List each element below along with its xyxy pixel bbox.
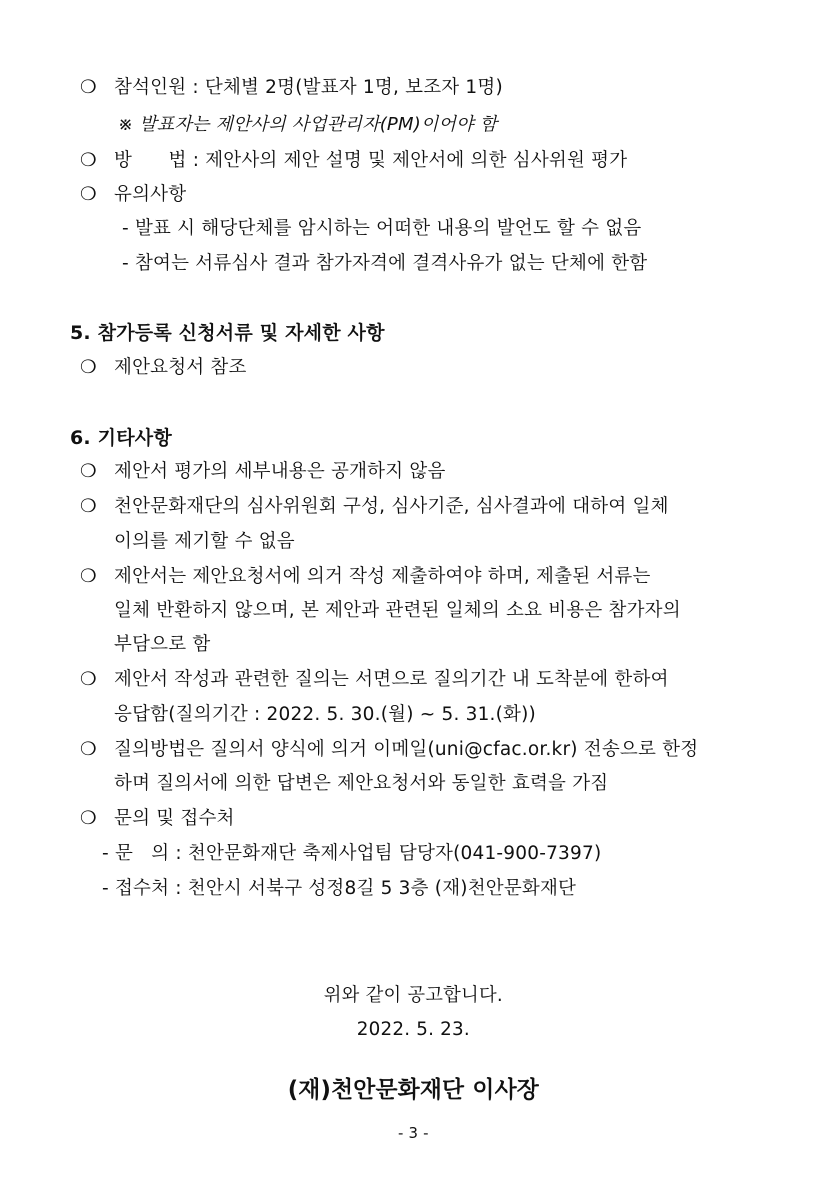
section-6-item-continuation: 일체 반환하지 않으며, 본 제안과 관련된 일체의 소요 비용은 참가자의 — [114, 600, 681, 621]
section-6-item-continuation: 응답함(질의기간 : 2022. 5. 30.(월) ~ 5. 31.(화)) — [114, 704, 536, 725]
circle-bullet-icon: ❍ — [80, 739, 97, 760]
section-6-item-text: 제안서는 제안요청서에 의거 작성 제출하여야 하며, 제출된 서류는 — [114, 566, 651, 587]
circle-bullet-icon: ❍ — [80, 669, 97, 690]
circle-bullet-icon: ❍ — [80, 808, 97, 829]
attendance-note: ※ 발표자는 제안사의 사업관리자(PM)이어야 함 — [118, 114, 498, 135]
section-6-heading: 6. 기타사항 — [70, 427, 172, 449]
section-6-item-text: 질의방법은 질의서 양식에 의거 이메일(uni@cfac.or.kr) 전송으로 한정 — [114, 739, 699, 760]
cautions-title-line — [80, 182, 186, 208]
circle-bullet-icon: ❍ — [80, 77, 97, 98]
section-6-item — [80, 667, 669, 693]
attendance-line — [80, 75, 503, 101]
caution-item: - 발표 시 해당단체를 암시하는 어떠한 내용의 발언도 할 수 없음 — [122, 218, 642, 239]
section-5-item-text: 제안요청서 참조 — [114, 357, 247, 378]
circle-bullet-icon: ❍ — [80, 496, 97, 517]
section-6-item-text: 천안문화재단의 심사위원회 구성, 심사기준, 심사결과에 대하여 일체 — [114, 496, 669, 517]
circle-bullet-icon: ❍ — [80, 357, 97, 378]
section-6-item-continuation: 이의를 제기할 수 없음 — [114, 531, 295, 552]
section-6-item-text: 문의 및 접수처 — [114, 808, 235, 829]
section-6-item-continuation: 하며 질의서에 의한 답변은 제안요청서와 동일한 효력을 가짐 — [114, 773, 609, 794]
section-5-heading: 5. 참가등록 신청서류 및 자세한 사항 — [70, 322, 385, 344]
section-6-item — [80, 494, 669, 520]
section-5-item — [80, 355, 247, 381]
announcement-date: 2022. 5. 23. — [356, 1019, 470, 1040]
section-6-item-continuation: 부담으로 함 — [114, 634, 211, 655]
caution-item: - 참여는 서류심사 결과 참가자격에 결격사유가 없는 단체에 한함 — [122, 253, 648, 274]
contact-inquiry: - 문 의 : 천안문화재단 축제사업팀 담당자(041-900-7397) — [102, 843, 602, 864]
circle-bullet-icon: ❍ — [80, 184, 97, 205]
closing-statement: 위와 같이 공고합니다. — [323, 985, 503, 1006]
section-6-item — [80, 459, 446, 485]
signature: (재)천안문화재단 이사장 — [287, 1077, 539, 1103]
circle-bullet-icon: ❍ — [80, 150, 97, 171]
section-6-item-text: 제안서 작성과 관련한 질의는 서면으로 질의기간 내 도착분에 한하여 — [114, 669, 669, 690]
section-6-item — [80, 737, 698, 763]
contact-reception: - 접수처 : 천안시 서북구 성정8길 5 3층 (재)천안문화재단 — [102, 878, 577, 899]
method-text: 방 법 : 제안사의 제안 설명 및 제안서에 의한 심사위원 평가 — [114, 150, 628, 171]
method-line — [80, 148, 627, 174]
section-6-item — [80, 564, 651, 590]
page-number: - 3 - — [398, 1124, 429, 1142]
cautions-title: 유의사항 — [114, 184, 187, 205]
attendance-text: 참석인원 : 단체별 2명(발표자 1명, 보조자 1명) — [114, 77, 503, 98]
section-6-item — [80, 806, 235, 832]
circle-bullet-icon: ❍ — [80, 461, 97, 482]
circle-bullet-icon: ❍ — [80, 566, 97, 587]
section-6-item-text: 제안서 평가의 세부내용은 공개하지 않음 — [114, 461, 446, 482]
